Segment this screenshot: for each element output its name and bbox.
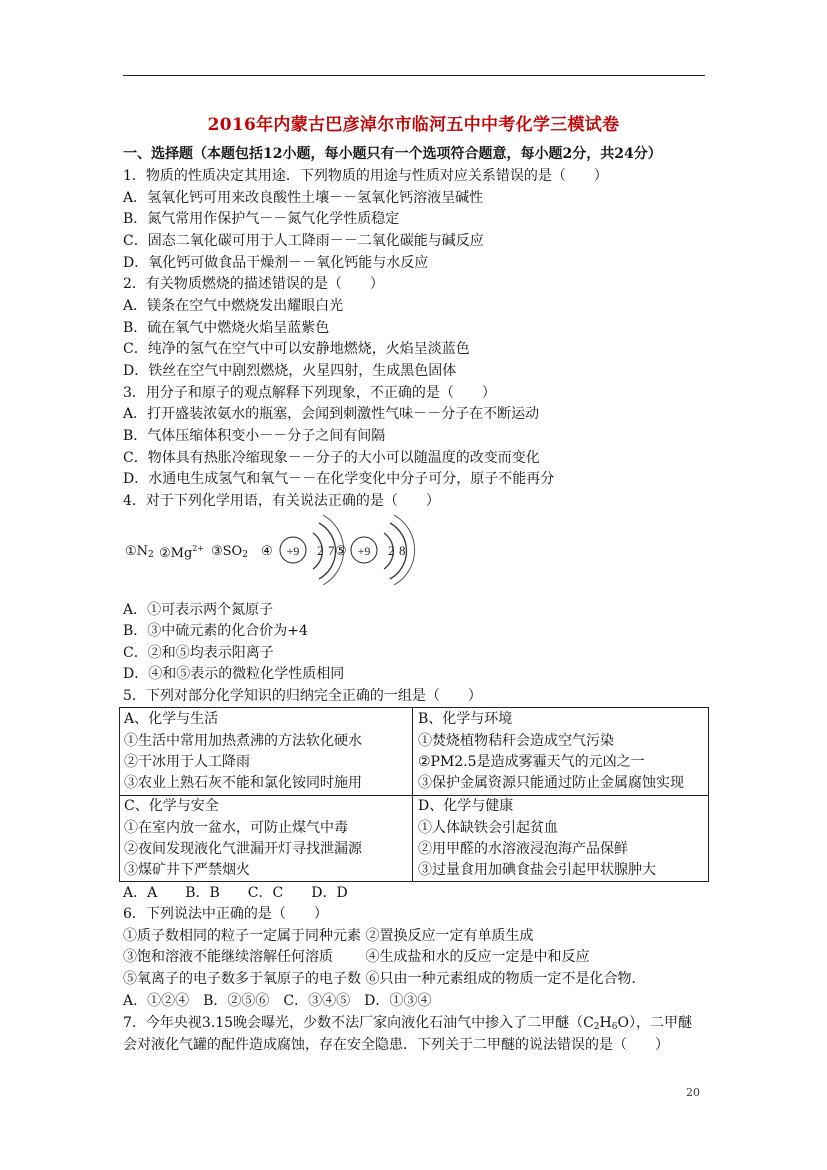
table-cell-a1: ①生活中常用加热煮沸的方法软化硬水 bbox=[124, 733, 362, 749]
knowledge-table bbox=[119, 707, 709, 882]
table-cell-b3: ③保护金属资源只能通过防止金属腐蚀实现 bbox=[418, 775, 684, 791]
question-2-option-c: C．纯净的氢气在空气中可以安静地燃烧，火焰呈淡蓝色 bbox=[123, 341, 470, 357]
question-5-stem: 5．下列对部分化学知识的归纳完全正确的一组是（ ） bbox=[123, 688, 482, 704]
question-1-option-b: B．氮气常用作保护气－－氮气化学性质稳定 bbox=[123, 211, 400, 227]
question-2-option-d: D．铁丝在空气中剧烈燃烧，火星四射，生成黑色固体 bbox=[123, 363, 457, 379]
question-7-stem-line2: 会对液化气罐的配件造成腐蚀，存在安全隐患．下列关于二甲醚的说法错误的是（ ） bbox=[123, 1037, 669, 1053]
table-cell-d3: ③过量食用加碘食盐会引起甲状腺肿大 bbox=[418, 862, 656, 878]
table-cell-b-head: B、化学与环境 bbox=[418, 711, 513, 727]
question-2-stem: 2．有关物质燃烧的描述错误的是（ ） bbox=[123, 276, 384, 292]
question-6-statements-line3: ⑤氧离子的电子数多于氧原子的电子数 ⑥只由一种元素组成的物质一定不是化合物． bbox=[123, 971, 646, 987]
table-cell-d2: ②用甲醛的水溶液浸泡海产品保鲜 bbox=[418, 841, 628, 857]
question-3-option-b: B．气体压缩体积变小－－分子之间有间隔 bbox=[123, 428, 386, 444]
question-4-option-c: C．②和⑤均表示阳离子 bbox=[123, 645, 274, 661]
atom4-shell2-count: 7 bbox=[328, 543, 335, 558]
table-cell-a-head: A、化学与生活 bbox=[124, 711, 219, 727]
question-6-stem: 6．下列说法中正确的是（ ） bbox=[123, 906, 328, 922]
atom5-shell1-count: 2 bbox=[388, 543, 395, 558]
label-4: ④ bbox=[261, 544, 273, 559]
question-1-stem: 1．物质的性质决定其用途．下列物质的用途与性质对应关系错误的是（ ） bbox=[123, 168, 608, 184]
atom5-nucleus-charge: +9 bbox=[357, 544, 371, 558]
table-cell-c-head: C、化学与安全 bbox=[124, 798, 219, 814]
question-4-option-d: D．④和⑤表示的微粒化学性质相同 bbox=[123, 666, 345, 682]
question-3-option-c: C．物体具有热胀冷缩现象－－分子的大小可以随温度的改变而变化 bbox=[123, 450, 540, 466]
table-cell-c1: ①在室内放一盆水，可防止煤气中毒 bbox=[124, 820, 348, 836]
table-cell-b1: ①焚烧植物秸秆会造成空气污染 bbox=[418, 733, 614, 749]
table-cell-c3: ③煤矿井下严禁烟火 bbox=[124, 862, 250, 878]
question-4-stem: 4．对于下列化学用语，有关说法正确的是（ ） bbox=[123, 493, 440, 509]
question-6-statements-line1: ①质子数相同的粒子一定属于同种元素 ②置换反应一定有单质生成 bbox=[123, 928, 534, 944]
atom4-nucleus-charge: +9 bbox=[286, 544, 300, 558]
table-cell-a3: ③农业上熟石灰不能和氯化铵同时施用 bbox=[124, 775, 362, 791]
question-6-options: A．①②④ B．②⑤⑥ C．③④⑤ D．①③④ bbox=[123, 993, 432, 1009]
symbol-n2: $①N_2$ bbox=[125, 544, 154, 560]
question-5-options: A．A B．B C．C D．D bbox=[123, 885, 348, 901]
page-number: 20 bbox=[686, 1086, 700, 1099]
question-3-option-d: D．水通电生成氢气和氧气－－在化学变化中分子可分，原子不能再分 bbox=[123, 471, 555, 487]
question-3-stem: 3．用分子和原子的观点解释下列现象，不正确的是（ ） bbox=[123, 385, 496, 401]
table-divider-horizontal bbox=[120, 795, 708, 796]
question-2-option-a: A．镁条在空气中燃烧发出耀眼白光 bbox=[123, 298, 344, 314]
question-6-statements-line2: ③饱和溶液不能继续溶解任何溶质 ④生成盐和水的反应一定是中和反应 bbox=[123, 949, 590, 965]
question-4-option-b: B．③中硫元素的化合价为+4 bbox=[123, 623, 308, 639]
symbol-mg-ion: $②Mg^{2+}$ bbox=[159, 544, 205, 561]
question-1-option-c: C．固态二氧化碳可用于人工降雨－－二氧化碳能与碱反应 bbox=[123, 233, 484, 249]
section-heading: 一、选择题（本题包括12小题，每小题只有一个选项符合题意，每小题2分，共24分） bbox=[123, 146, 662, 162]
question-1-option-a: A．氢氧化钙可用来改良酸性土壤－－氢氧化钙溶液呈碱性 bbox=[123, 190, 484, 206]
table-cell-a2: ②干冰用于人工降雨 bbox=[124, 754, 250, 770]
table-cell-d-head: D、化学与健康 bbox=[418, 798, 514, 814]
atom-structure-diagram-5 bbox=[346, 509, 416, 585]
header-rule bbox=[123, 75, 705, 76]
atom5-shell2-count: 8 bbox=[399, 543, 406, 558]
question-1-option-d: D．氧化钙可做食品干燥剂－－氧化钙能与水反应 bbox=[123, 255, 429, 271]
page-title: 2016年内蒙古巴彦淖尔市临河五中中考化学三模试卷 bbox=[207, 115, 620, 135]
question-7-stem-line1: 7．今年央视3.15晚会曝光，少数不法厂家向液化石油气中掺入了二甲醚$(C_2H_6O)$，二甲醚 bbox=[123, 1015, 692, 1032]
atom4-shell1-count: 2 bbox=[317, 543, 324, 558]
symbol-so2: $③SO_2$ bbox=[211, 544, 248, 560]
label-5: ⑤ bbox=[335, 544, 347, 559]
table-cell-d1: ①人体缺铁会引起贫血 bbox=[418, 820, 558, 836]
question-4-option-a: A．①可表示两个氮原子 bbox=[123, 602, 274, 618]
question-3-option-a: A．打开盛装浓氨水的瓶塞，会闻到刺激性气味－－分子在不断运动 bbox=[123, 406, 540, 422]
table-cell-b2: ②PM2.5是造成雾霾天气的元凶之一 bbox=[418, 754, 645, 770]
table-cell-c2: ②夜间发现液化气泄漏开灯寻找泄漏源 bbox=[124, 841, 362, 857]
question-2-option-b: B．硫在氧气中燃烧火焰呈蓝紫色 bbox=[123, 320, 330, 336]
